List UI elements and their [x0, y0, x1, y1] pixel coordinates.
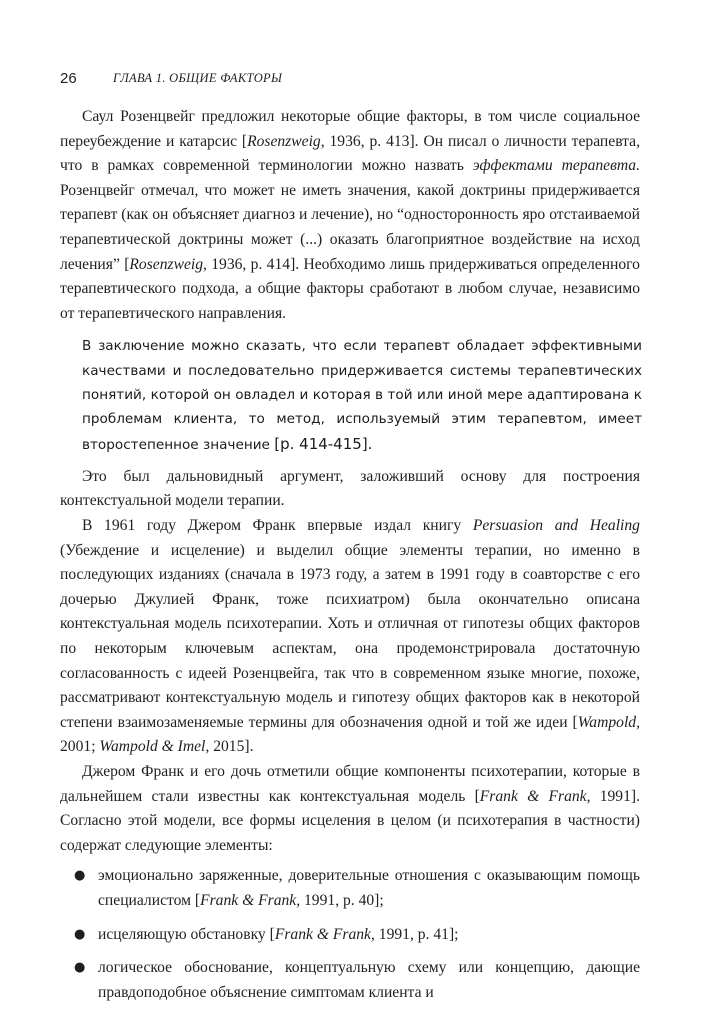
citation: Rosenzweig, — [247, 132, 325, 150]
book-title: Persuasion and Healing — [472, 517, 640, 535]
text-run: 1936, p. 413]. Он писал о личности терапевта, что в рамках современной терминологии можно назвать — [60, 132, 640, 175]
text-run: 1991]. Согласно этой модели, все формы исцеления в целом (и психотерапия в частности) содержат следующие элементы: — [60, 787, 640, 854]
text-run: Джером Франк и его дочь отметили общие компоненты психотерапии, которые в дальнейшем стали известны как контекстуальная модель [ — [60, 762, 640, 805]
text-run: 1936, p. 414]. Необходимо лишь придерживаться определенного терапевтического подхода, а общие факторы сработают в любом случае, независимо от терапевтического направления. — [60, 255, 640, 322]
block-quote — [82, 334, 642, 456]
bullet-icon: ● — [74, 926, 86, 942]
page-number: 26 — [60, 70, 77, 87]
text-run: Розенцвейг отмечал, что может не иметь значения, какой доктрины придерживается терапевт (как он объясняет диагноз и лечение), но “односторонность яро отстаиваемой терапевтической доктрины может (...) оказать благоприятное воздействие на исход лечения” [ — [60, 181, 640, 273]
paragraph-1 — [60, 105, 640, 326]
citation: Frank & Frank, — [274, 925, 375, 943]
list-item — [60, 864, 640, 913]
text-run: В 1961 году Джером Франк впервые издал книгу — [82, 517, 473, 535]
text-run: Саул Розенцвейг предложил некоторые общие факторы, в том числе социальное переубеждение и катарсис [ — [60, 108, 640, 150]
element-list — [60, 864, 640, 1005]
paragraph-2: Это был дальновидный аргумент, заложивший основу для построения контекстуальной модели терапии. — [60, 467, 640, 510]
running-title: ГЛАВА 1. ОБЩИЕ ФАКТОРЫ — [113, 71, 283, 85]
page-body — [60, 105, 640, 1014]
text-run: 2001; — [60, 738, 100, 756]
citation: Wampold, — [577, 713, 640, 731]
text-run: 2015]. — [209, 738, 254, 756]
citation: Frank & Frank, — [479, 787, 591, 805]
text-run: исцеляющую обстановку [ — [98, 925, 275, 943]
emphasis: эффектами терапевта. — [472, 157, 640, 175]
page-header — [60, 70, 650, 92]
quote-reference: [р. 414-415]. — [274, 434, 373, 453]
text-run: (Убеждение и исцеление) и выделил общие элементы терапии, но именно в последующих изданиях (сначала в 1973 году, а затем в 1991 году в соавторстве с его дочерью Джулией Франк, тоже психиатром) была окончательно описана контекстуальная модель психотерапии. Хоть и отличная от гипотезы общих факторов по некоторым ключевым аспектам, она продемонстрировала достаточную согласованность с идеей Розенцвейга, так что в современном языке многие, похоже, рассматривают контекстуальную модель и гипотезу общих факторов как в некоторой степени взаимозаменяемые термины для обозначения одной и той же идеи [ — [60, 541, 640, 731]
bullet-icon: ● — [74, 960, 86, 976]
paragraph-3 — [60, 514, 640, 760]
text-run: эмоционально заряженные, доверительные отношения с оказывающим помощь специалистом [ — [98, 867, 640, 909]
quote-text: В заключение можно сказать, что если терапевт обладает эффективными качествами и последовательно придерживается системы терапевтических понятий, которой он овладел и которая в той или иной мере адаптирована к проблемам клиента, то метод, используемый этим терапевтом, имеет второстепенное значение — [82, 338, 642, 453]
text-run: 1991, р. 40]; — [300, 891, 384, 909]
paragraph-4 — [60, 760, 640, 858]
citation: Wampold & Imel, — [99, 738, 210, 756]
text-run: 1991, р. 41]; — [374, 925, 459, 943]
citation: Frank & Frank, — [200, 891, 301, 909]
text-run: логическое обоснование, концептуальную схему или концепцию, дающие правдоподобное объяснение симптомам клиента и — [98, 959, 640, 1001]
bullet-icon: ● — [74, 868, 86, 884]
list-item — [60, 923, 640, 948]
list-item — [60, 956, 640, 1005]
citation: Rosenzweig, — [129, 255, 207, 273]
